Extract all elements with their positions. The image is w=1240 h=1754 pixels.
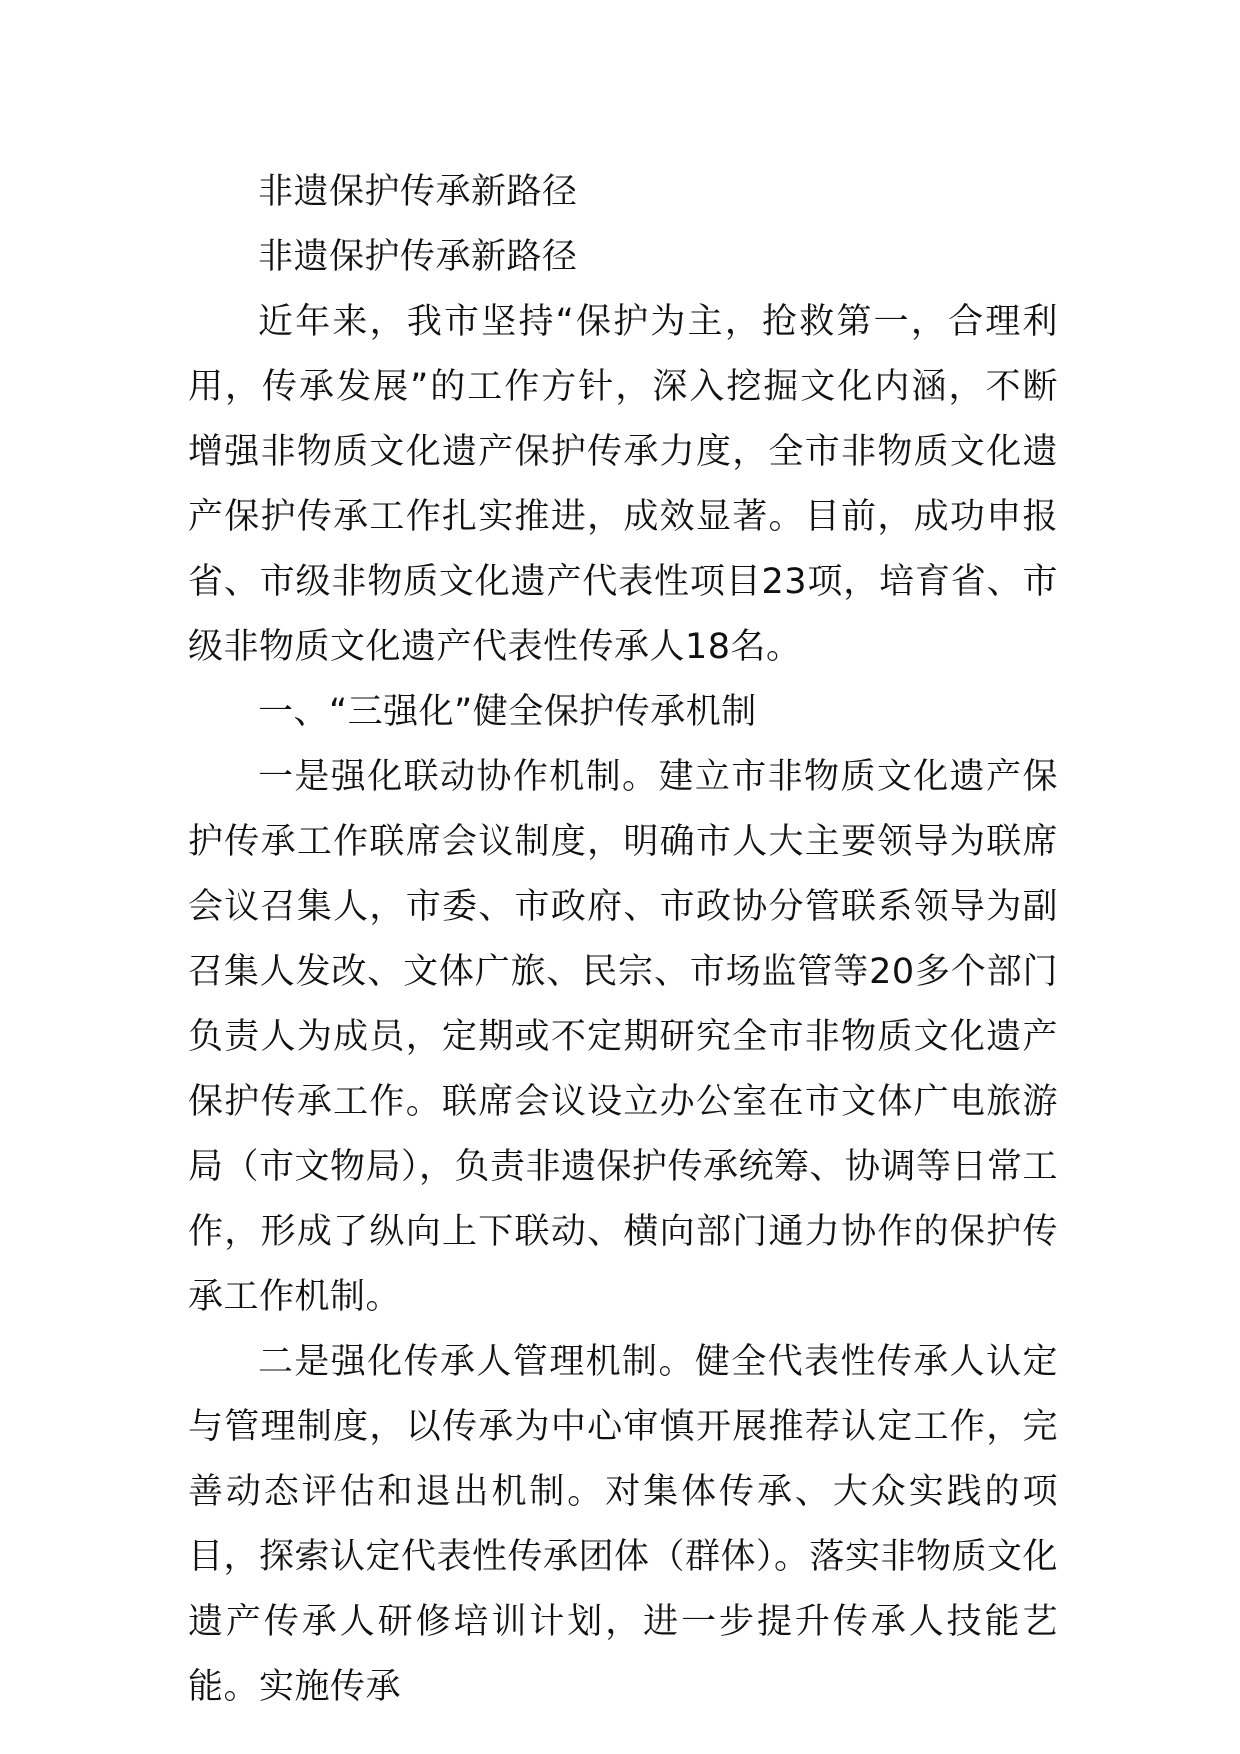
document-subtitle: 非遗保护传承新路径 <box>258 237 578 277</box>
section-heading-1: 一、“三强化”健全保护传承机制 <box>258 692 757 732</box>
paragraph-inheritor-management: 二是强化传承人管理机制。健全代表性传承人认定与管理制度，以传承为中心审慎开展推荐认定工作，完善动态评估和退出机制。对集体传承、大众实践的项目，探索认定代表性传承团体（群体）。落实非物质文化遗产传承人研修培训计划，进一步提升传承人技能艺能。实施传承 <box>188 1342 1059 1707</box>
paragraph-intro: 近年来，我市坚持“保护为主，抢救第一，合理利用，传承发展”的工作方针，深入挖掘文化内涵，不断增强非物质文化遗产保护传承力度，全市非物质文化遗产保护传承工作扎实推进，成效显著。目前，成功申报省、市级非物质文化遗产代表性项目23项，培育省、市级非物质文化遗产代表性传承人18名。 <box>188 302 1058 667</box>
document-title: 非遗保护传承新路径 <box>258 172 578 212</box>
document-body <box>188 160 1058 1720</box>
paragraph-linkage-mechanism: 一是强化联动协作机制。建立市非物质文化遗产保护传承工作联席会议制度，明确市人大主要领导为联席会议召集人，市委、市政府、市政协分管联系领导为副召集人发改、文体广旅、民宗、市场监管等20多个部门负责人为成员，定期或不定期研究全市非物质文化遗产保护传承工作。联席会议设立办公室在市文体广电旅游局（市文物局），负责非遗保护传承统筹、协调等日常工作，形成了纵向上下联动、横向部门通力协作的保护传承工作机制。 <box>188 757 1059 1317</box>
